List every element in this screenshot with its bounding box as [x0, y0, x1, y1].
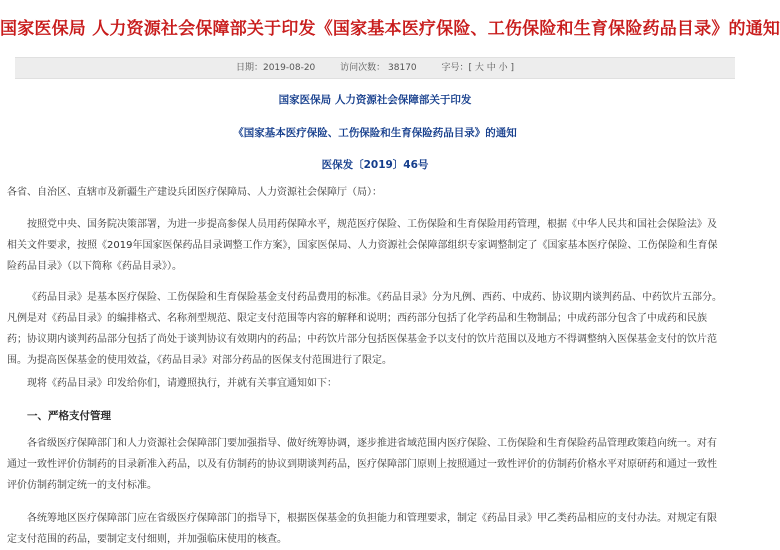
paragraph-1: 按照党中央、国务院决策部署，为进一步提高参保人员用药保障水平，规范医疗保险、工伤保险和生育保险用药管理，根据《中华人民共和国社会保险法》及相关文件要求，按照《2019年国家医保药品目录调整工作方案》，国家医保局、人力资源社会保障部组织专家调整制定了《国家基本医疗保险、工伤保险和生育保险药品目录》（以下简称《药品目录》）。: [7, 219, 718, 272]
doc-title-line1: 国家医保局 人力资源社会保障部关于印发: [278, 94, 472, 106]
doc-number: 医保发〔2019〕46号: [321, 159, 429, 171]
paragraph-4: 各省级医疗保障部门和人力资源社会保障部门要加强指导、做好统筹协调，逐步推进省域范围内医疗保险、工伤保险和生育保险药品管理政策趋向统一。对有通过一致性评价仿制药的目录新准入药品，以及有仿制药的协议到期谈判药品，医疗保障部门原则上按照通过一致性评价的仿制药价格水平对原研药和通过一致性评价仿制药制定统一的支付标准。: [7, 438, 717, 491]
article-title: 国家医保局 人力资源社会保障部关于印发《国家基本医疗保险、工伤保险和生育保险药品目录》的通知: [0, 19, 780, 39]
paragraph-5: 各统筹地区医疗保障部门应在省级医疗保障部门的指导下，根据医保基金的负担能力和管理要求，制定《药品目录》甲乙类药品相应的支付办法。对规定有限定支付范围的药品，要制定支付细则，并加强临床使用的核查。: [7, 513, 717, 545]
view-count: 访问次数： 38170: [340, 63, 417, 73]
article-meta-bar: [15, 57, 735, 79]
paragraph-3: 现将《药品目录》印发给你们，请遵照执行，并就有关事宜通知如下：: [27, 378, 337, 389]
salutation: 各省、自治区、直辖市及新疆生产建设兵团医疗保障局、人力资源社会保障厅（局）：: [7, 187, 382, 198]
paragraph-2: 《药品目录》是基本医疗保险、工伤保险和生育保险基金支付药品费用的标准。《药品目录》分为凡例、西药、中成药、协议期内谈判药品、中药饮片五部分。凡例是对《药品目录》的编排格式、名称剂型规范、限定支付范围等内容的解释和说明；西药部分包括了化学药品和生物制品；中成药部分包含了中成药和民族药；协议期内谈判药品部分包括了尚处于谈判协议有效期内的药品；中药饮片部分包括医保基金予以支付的饮片范围以及地方不得调整纳入医保基金支付的饮片范围。为提高医保基金的使用效益，《药品目录》对部分药品的医保支付范围进行了限定。: [7, 292, 722, 366]
section-heading-1: 一、严格支付管理: [27, 410, 111, 422]
doc-title-line2: 《国家基本医疗保险、工伤保险和生育保险药品目录》的通知: [233, 127, 517, 139]
publish-date: 日期：2019-08-20: [235, 63, 316, 73]
font-size-switch[interactable]: 字号：[ 大 中 小 ]: [441, 63, 515, 73]
